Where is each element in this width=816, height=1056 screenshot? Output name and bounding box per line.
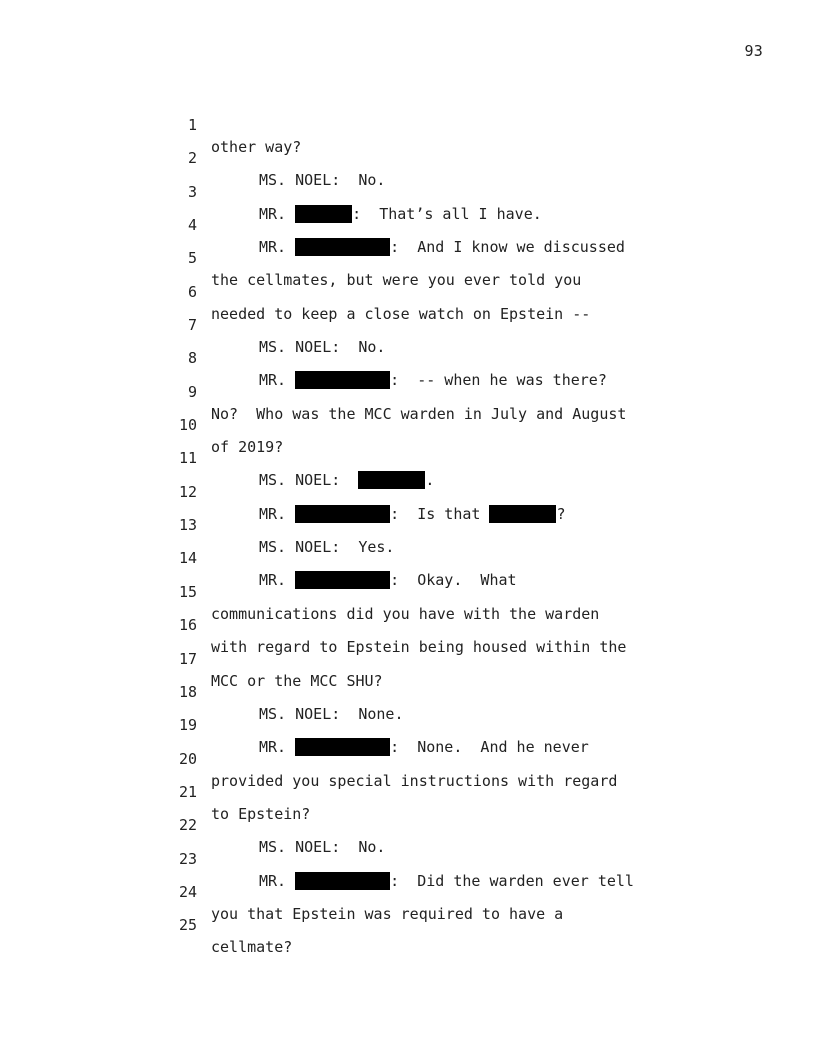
line-number: 22 <box>178 816 197 835</box>
line-number: 5 <box>187 249 197 268</box>
line-number: 24 <box>178 882 197 901</box>
transcript-line <box>0 92 816 156</box>
speech-text: : And I know we discussed <box>390 238 625 257</box>
line-number: 23 <box>178 849 197 868</box>
speaker-prefix: MR. <box>259 571 296 590</box>
line-text: MS. NOEL: No. <box>259 838 386 857</box>
line-text: you that Epstein was required to have a <box>211 904 564 923</box>
line-text: cellmate? <box>211 938 293 957</box>
speaker-prefix: MR. <box>259 504 296 523</box>
transcript-line <box>0 659 816 723</box>
transcript-line <box>0 759 816 823</box>
transcript-line <box>0 359 816 423</box>
line-number: 8 <box>187 349 197 368</box>
transcript-line <box>0 892 816 957</box>
speaker-prefix: MR. <box>259 738 296 757</box>
transcript-line <box>0 392 816 457</box>
transcript-line <box>0 225 816 290</box>
line-number: 11 <box>178 449 197 468</box>
line-number: 13 <box>178 516 197 535</box>
line-number: 12 <box>178 482 197 501</box>
line-number: 9 <box>187 382 197 401</box>
line-text: other way? <box>211 138 302 156</box>
transcript-line <box>0 792 816 857</box>
transcript-line <box>0 425 816 490</box>
transcript-line <box>0 525 816 590</box>
line-number: 17 <box>178 649 197 668</box>
line-text: MS. NOEL: Yes. <box>259 538 395 557</box>
line-number: 16 <box>178 616 197 635</box>
line-text: MS. NOEL: No. <box>259 338 386 357</box>
speech-text: . <box>425 471 435 490</box>
speech-text-end: ? <box>556 504 566 523</box>
transcript-line <box>0 559 816 623</box>
line-number: 15 <box>178 582 197 601</box>
line-number: 19 <box>178 716 197 735</box>
line-text: communications did you have with the warden <box>211 604 600 623</box>
transcript-line <box>0 459 816 523</box>
speaker-prefix: MR. <box>259 238 296 257</box>
line-number: 4 <box>187 216 197 235</box>
page-number: 93 <box>744 42 763 60</box>
transcript-line <box>0 492 816 557</box>
transcript-line <box>0 726 816 790</box>
line-number: 3 <box>187 182 197 201</box>
transcript-line <box>0 259 816 323</box>
speech-text: : Did the warden ever tell <box>390 871 634 890</box>
line-text: of 2019? <box>211 438 284 457</box>
speech-text: : Is that <box>390 504 490 523</box>
line-text: needed to keep a close watch on Epstein -- <box>211 304 591 323</box>
transcript-line <box>0 692 816 757</box>
transcript-line <box>0 325 816 390</box>
transcript-line <box>0 292 816 357</box>
line-number: 10 <box>178 416 197 435</box>
transcript-line <box>0 592 816 657</box>
speaker-prefix: MR. <box>259 871 296 890</box>
line-text: MCC or the MCC SHU? <box>211 671 383 690</box>
line-text: MS. NOEL: No. <box>259 171 386 190</box>
line-number: 20 <box>178 749 197 768</box>
line-number: 1 <box>187 116 197 134</box>
line-number: 18 <box>178 682 197 701</box>
speech-text: : That’s all I have. <box>352 204 542 223</box>
line-text: with regard to Epstein being housed within the <box>211 638 627 657</box>
line-number: 6 <box>187 282 197 301</box>
transcript-line <box>0 125 816 190</box>
line-number: 7 <box>187 316 197 335</box>
speech-text: : Okay. What <box>390 571 517 590</box>
transcript-line <box>0 626 816 690</box>
line-number: 14 <box>178 549 197 568</box>
line-number: 2 <box>187 149 197 168</box>
line-text: provided you special instructions with regard <box>211 771 618 790</box>
transcript-line <box>0 826 816 890</box>
speaker-prefix: MR. <box>259 204 296 223</box>
speaker-prefix: MS. NOEL: <box>259 471 359 490</box>
line-number: 25 <box>178 916 197 935</box>
transcript-line <box>0 192 816 257</box>
transcript-body <box>0 92 816 957</box>
line-text: MS. NOEL: None. <box>259 704 404 723</box>
transcript-line <box>0 859 816 923</box>
speaker-prefix: MR. <box>259 371 296 390</box>
transcript-line <box>0 159 816 223</box>
line-text: to Epstein? <box>211 804 311 823</box>
speech-text: : -- when he was there? <box>390 371 607 390</box>
line-text: the cellmates, but were you ever told you <box>211 271 582 290</box>
line-number: 21 <box>178 782 197 801</box>
speech-text: : None. And he never <box>390 738 589 757</box>
line-text: No? Who was the MCC warden in July and August <box>211 404 627 423</box>
